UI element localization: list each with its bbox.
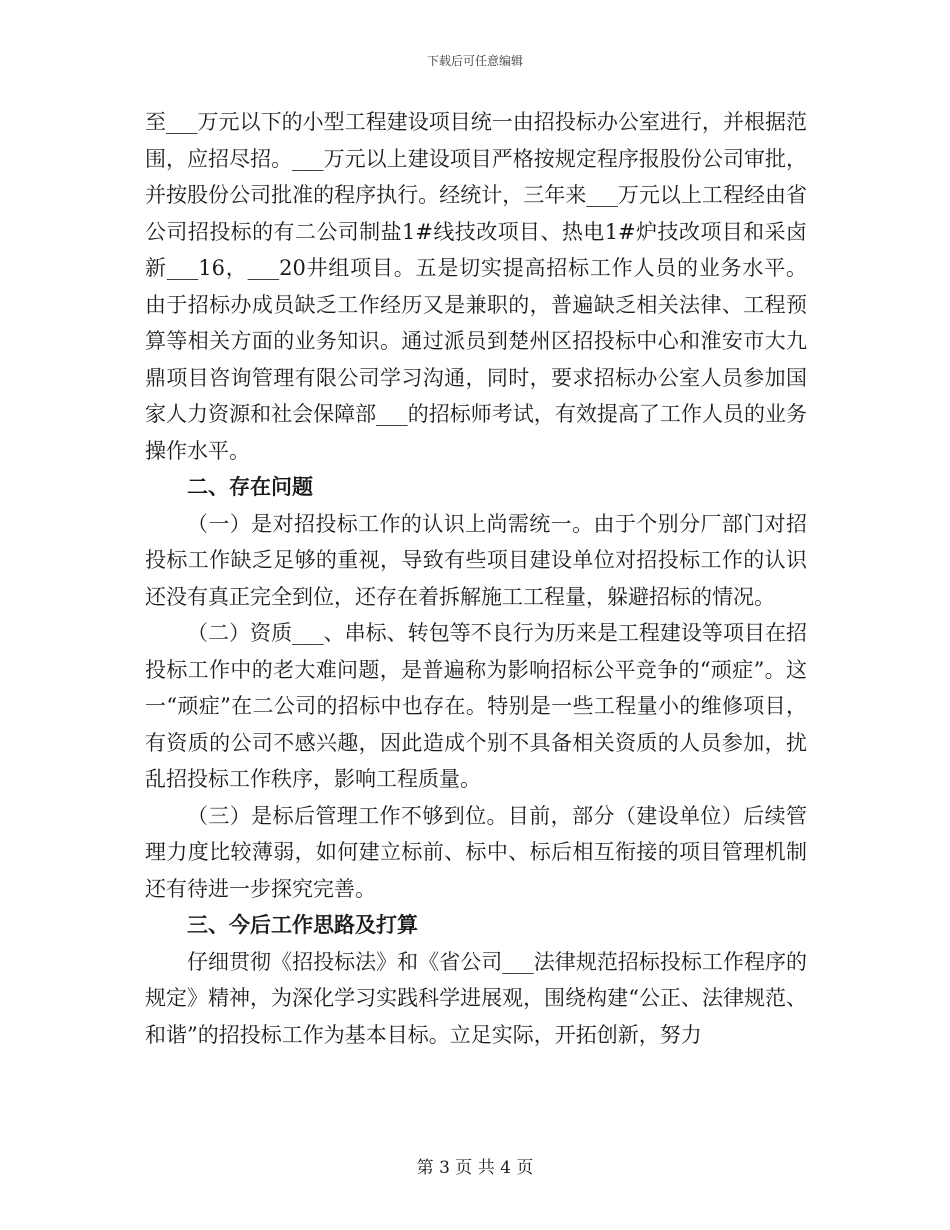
document-body [145,104,807,1053]
page-header: 下载后可任意编辑 [426,54,523,68]
paragraph-continuation: 至___万元以下的小型工程建设项目统一由招投标办公室进行，并根据范围，应招尽招。___万元以上建设项目严格按规定程序报股份公司审批，并按股份公司批准的程序执行。经统计，三年来___万元以上工程经由省公司招投标的有二公司制盐1#线技改项目、热电1#炉技改项目和采卤新___16，___20井组项目。五是切实提高招标工作人员的业务水平。由于招标办成员缺乏工作经历又是兼职的，普遍缺乏相关法律、工程预算等相关方面的业务知识。通过派员到楚州区招投标中心和淮安市大九鼎项目咨询管理有限公司学习沟通，同时，要求招标办公室人员参加国家人力资源和社会保障部___的招标师考试，有效提高了工作人员的业务操作水平。 [145,110,807,463]
section-heading-problems: 二、存在问题 [187,474,313,499]
paragraph-problem-1: （一）是对招投标工作的认识上尚需统一。由于个别分厂部门对招投标工作缺乏足够的重视，导致有些项目建设单位对招投标工作的认识还没有真正完全到位，还存在着拆解施工工程量，躲避招标的情况。 [145,511,807,609]
paragraph-problem-3: （三）是标后管理工作不够到位。目前，部分（建设单位）后续管理力度比较薄弱，如何建立标前、标中、标后相互衔接的项目管理机制还有待进一步探究完善。 [145,803,807,901]
paragraph-problem-2: （二）资质___、串标、转包等不良行为历来是工程建设等项目在招投标工作中的老大难问题，是普遍称为影响招标公平竞争的“顽症”。这一“顽症”在二公司的招标中也存在。特别是一些工程量小的维修项目，有资质的公司不感兴趣，因此造成个别不具备相关资质的人员参加，扰乱招投标工作秩序，影响工程质量。 [145,621,807,791]
section-heading-plans: 三、今后工作思路及打算 [187,912,418,937]
page-number-footer: 第 3 页 共 4 页 [416,1158,534,1178]
paragraph-plans: 仔细贯彻《招投标法》和《省公司___法律规范招标投标工作程序的规定》精神，为深化学习实践科学进展观，围绕构建“公正、法律规范、和谐”的招投标工作为基本目标。立足实际，开拓创新，努力 [145,949,807,1047]
